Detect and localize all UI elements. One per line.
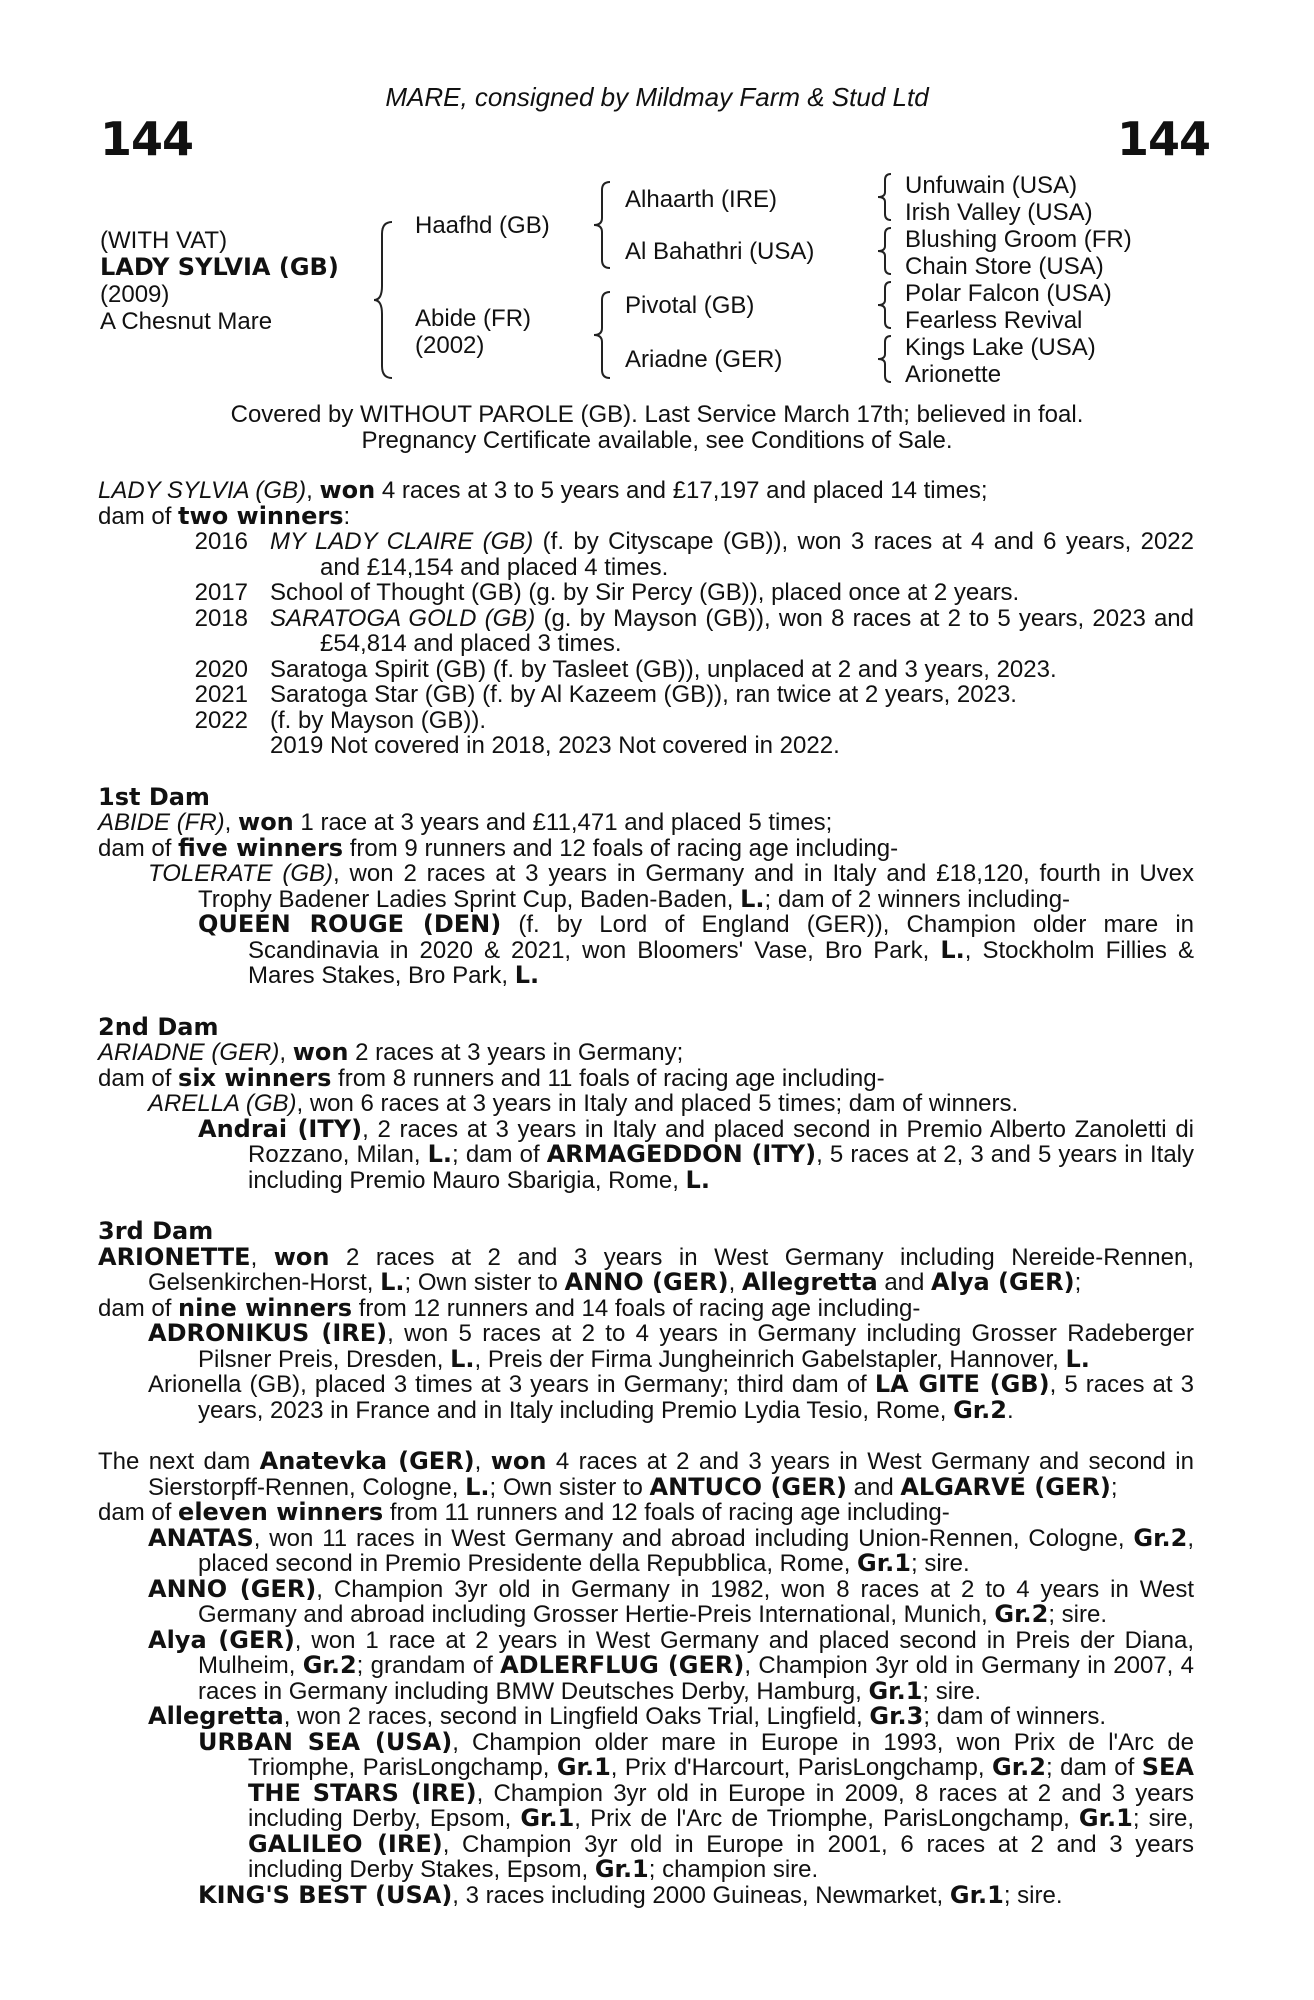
dam2-name: ARIADNE (GER) — [98, 1039, 280, 1066]
galileo-group: Gr.1 — [594, 1855, 649, 1883]
adronikus-mid: , Preis der Firma Jungheinrich Gabelstapler, Hannover, — [474, 1345, 1066, 1373]
allegretta-group: Gr.3 — [869, 1702, 924, 1730]
consignment-line: MARE, consigned by Mildmay Farm & Stud Ltd — [385, 82, 929, 112]
ped-ssd: Irish Valley (USA) — [905, 199, 1093, 226]
produce-text — [270, 708, 1194, 734]
anno-group: Gr.2 — [994, 1600, 1049, 1628]
dam3-intro: ARIONETTE, won 2 races at 2 and 3 years in West Germany including Nereide-Rennen, Gelsenkirchen-Horst, L.; Own sister to ANNO (GER), Allegretta and Alya (GER); — [98, 1242, 1194, 1296]
pedigree-brace-3c — [875, 280, 895, 330]
dam3-comma: , — [728, 1269, 742, 1296]
next-won: won — [490, 1447, 547, 1475]
anno-rest: , Champion 3yr old in Germany in 1982, won 8 races at 2 to 4 years in West Germany and abroad including Grosser Hertie-Preis International, Munich, — [198, 1575, 1194, 1628]
urban-sea-mid: , Prix d'Harcourt, ParisLongchamp, — [610, 1754, 993, 1781]
la-gite-group: Gr.2 — [953, 1395, 1007, 1424]
subject-year: (2009) — [100, 281, 170, 308]
dam2-heading: 2nd Dam — [98, 1012, 219, 1041]
produce-text — [270, 529, 1194, 580]
dam2-rest: 2 races at 3 years in Germany; — [348, 1039, 684, 1066]
next-rest: 4 races at 2 and 3 years in West Germany and second in Sierstorpff-Rennen, Cologne, — [148, 1448, 1194, 1501]
dam3-damof — [98, 1293, 1194, 1322]
allegretta-rest: , won 2 races, second in Lingfield Oaks Trial, Lingfield, — [283, 1703, 870, 1730]
produce-damof — [98, 501, 1194, 530]
allegretta-name: Allegretta — [148, 1702, 284, 1730]
dam1-rest: 1 race at 3 years and £11,471 and placed 5 times; — [293, 809, 833, 836]
dam-sire: Pivotal (GB) — [625, 292, 755, 319]
produce-year: 2020 — [194, 655, 248, 683]
queen-rouge-listed2: L. — [514, 961, 540, 989]
produce-foal-name: School of Thought (GB) — [270, 579, 522, 606]
adronikus-rest: , won 5 races at 2 to 4 years in Germany including Grosser Radeberger Pilsner Preis, Dresden, — [198, 1320, 1194, 1373]
catalogue-body — [98, 478, 1194, 1908]
produce-row — [98, 529, 1194, 580]
urban-sea-group1: Gr.1 — [556, 1753, 611, 1781]
produce-damof-end: : — [343, 502, 351, 530]
produce-text — [270, 657, 1194, 683]
dam3-sibling2: Allegretta — [741, 1268, 878, 1296]
arella-name: ARELLA (GB) — [148, 1090, 297, 1117]
urban-sea-name: URBAN SEA (USA) — [198, 1727, 453, 1756]
produce-text — [270, 606, 1194, 657]
ped-gen3-a — [905, 172, 1093, 226]
sea-the-stars-name: SEA THE STARS (IRE) — [248, 1753, 1194, 1807]
armageddon-listed: L. — [685, 1165, 710, 1194]
produce-foal-details: (f. by Al Kazeem (GB)), ran twice at 2 years, 2023. — [475, 681, 1017, 708]
pedigree-brace-dam — [590, 290, 614, 380]
la-gite-rest: , 5 races at 3 years, 2023 in France and in Italy including Premio Lydia Tesio, Rome, — [198, 1371, 1194, 1424]
produce-text — [270, 682, 1194, 708]
dam3-arionella — [98, 1372, 1194, 1423]
next-damof-label: dam of — [98, 1499, 179, 1526]
ped-gen3-c — [905, 280, 1112, 334]
produce-intro-name: LADY SYLVIA (GB) — [98, 477, 307, 504]
next-alya — [98, 1625, 1195, 1705]
dam2-damof-bold: six winners — [178, 1063, 332, 1092]
dam3-heading: 3rd Dam — [98, 1217, 214, 1245]
queen-rouge-rest: (f. by Lord of England (GER)), Champion older mare in Scandinavia in 2020 & 2021, won Bloomers' Vase, Bro Park, — [248, 911, 1195, 964]
dam3-won: won — [273, 1242, 330, 1271]
dam3-damof-label: dam of — [98, 1294, 179, 1322]
sea-the-stars-end: ; sire, — [1132, 1805, 1194, 1832]
tolerate-name: TOLERATE (GB) — [148, 860, 334, 887]
urban-sea-damof: ; dam of — [1045, 1754, 1142, 1781]
covered-note — [0, 402, 1314, 453]
produce-foal-details: (g. by Mayson (GB)), won 8 races at 2 to 5 years, 2023 and £54,814 and placed 3 times. — [320, 604, 1195, 657]
dam3-sister: ; Own sister to — [404, 1269, 565, 1296]
sire-name: Haafhd (GB) — [415, 212, 550, 239]
arionella-text: Arionella (GB), placed 3 times at 3 years in Germany; third dam of — [148, 1371, 875, 1398]
anatas-name: ANATAS — [148, 1523, 254, 1552]
pedigree-brace-3b — [875, 226, 895, 276]
next-damof-bold: eleven winners — [178, 1498, 384, 1526]
next-intro: The next dam Anatevka (GER), won 4 races at 2 and 3 years in West Germany and second in Sierstorpff-Rennen, Cologne, L.; Own sister to ANTUCO (GER) and ALGARVE (GER); — [98, 1447, 1194, 1501]
produce-row — [98, 606, 1194, 657]
covered-line1: Covered by WITHOUT PAROLE (GB). Last Service March 17th; believed in foal. — [230, 401, 1084, 428]
next-allegretta — [98, 1704, 1194, 1730]
tolerate-listed: L. — [740, 884, 765, 913]
kings-best-name: KING'S BEST (USA) — [198, 1880, 453, 1909]
andrai-listed: L. — [427, 1140, 453, 1168]
next-intro-label: The next dam — [98, 1448, 260, 1475]
produce-damof-bold: two winners — [178, 501, 344, 530]
anatas-group: Gr.2 — [1133, 1523, 1188, 1552]
kings-best-end: ; sire. — [1003, 1881, 1063, 1909]
galileo-rest: , Champion 3yr old in Europe in 2001, 6 races at 2 and 3 years including Derby Stakes, Epsom, — [248, 1830, 1194, 1883]
produce-year: 2022 — [194, 706, 248, 734]
produce-foal-name: Saratoga Star (GB) — [270, 681, 476, 708]
produce-foal-name: SARATOGA GOLD (GB) — [270, 604, 536, 632]
andrai-rest: , 2 races at 3 years in Italy and placed second in Premio Alberto Zanoletti di Rozzano, Milan, — [248, 1115, 1194, 1168]
anno-end: ; sire. — [1048, 1601, 1108, 1628]
dam3-semi: ; — [1074, 1269, 1082, 1296]
next-anno — [98, 1574, 1194, 1628]
andrai-name: Andrai (ITY) — [198, 1114, 363, 1143]
alya-name: Alya (GER) — [148, 1625, 295, 1654]
anatas-end: ; sire. — [910, 1550, 970, 1577]
dam2-won: won — [292, 1038, 349, 1066]
urban-sea-group2: Gr.2 — [992, 1753, 1046, 1781]
dam1-damof-label: dam of — [98, 834, 179, 862]
dam3-damof-bold: nine winners — [178, 1293, 353, 1322]
dam1-intro: ABIDE (FR), won 1 race at 3 years and £11,471 and placed 5 times; — [98, 808, 833, 836]
dam1-damof-bold: five winners — [178, 833, 344, 862]
produce-note-row — [98, 733, 1194, 759]
la-gite-name: LA GITE (GB) — [874, 1370, 1050, 1398]
dam3-damof-rest: from 12 runners and 14 foals of racing age including- — [352, 1294, 921, 1322]
urban-sea-rest: , Champion older mare in Europe in 1993, won Prix de l'Arc de Triomphe, ParisLongchamp, — [248, 1728, 1194, 1781]
pedigree-brace-main — [370, 220, 400, 380]
pedigree-brace-sire — [590, 180, 614, 270]
dam1-won: won — [238, 808, 294, 836]
next-and: and — [846, 1473, 901, 1501]
subject-description: A Chesnut Mare — [100, 308, 273, 335]
produce-year: 2017 — [194, 579, 248, 606]
adronikus-listed2: L. — [1065, 1344, 1090, 1373]
anatas-rest: , won 11 races in West Germany and abroad including Union-Rennen, Cologne, — [253, 1524, 1134, 1552]
next-sibling1: ANTUCO (GER) — [649, 1472, 847, 1501]
produce-foal-details: (g. by Sir Percy (GB)), placed once at 2 years. — [521, 579, 1020, 606]
produce-note: 2019 Not covered in 2018, 2023 Not covered in 2022. — [270, 732, 840, 759]
next-sister: ; Own sister to — [489, 1473, 650, 1501]
dam-dam: Ariadne (GER) — [625, 346, 783, 373]
produce-foal-name: MY LADY CLAIRE (GB) — [270, 528, 534, 555]
produce-intro-won: won — [319, 476, 376, 504]
vat-label: (WITH VAT) — [100, 227, 228, 254]
next-listed: L. — [465, 1472, 490, 1501]
produce-row — [98, 657, 1194, 683]
lot-number-left: 144 — [100, 112, 194, 166]
sea-the-stars-group2: Gr.1 — [1078, 1804, 1133, 1832]
produce-foal-details: (f. by Cityscape (GB)), won 3 races at 4 and 6 years, 2022 and £14,154 and placed 4 times. — [320, 528, 1195, 581]
lot-number-right: 144 — [1116, 112, 1210, 166]
adronikus-name: ADRONIKUS (IRE) — [148, 1319, 388, 1347]
alya-group: Gr.2 — [302, 1651, 357, 1679]
dam1-damof-rest: from 9 runners and 12 foals of racing age including- — [343, 834, 899, 862]
dam-block — [415, 305, 531, 359]
ped-dss: Polar Falcon (USA) — [905, 280, 1112, 307]
next-sibling2: ALGARVE (GER) — [900, 1472, 1111, 1501]
produce-row — [98, 708, 1194, 734]
ped-gen3-b — [905, 226, 1132, 280]
dam2-arella — [98, 1091, 1194, 1117]
la-gite-end: . — [1007, 1396, 1014, 1424]
andrai-mid: ; dam of — [452, 1141, 547, 1168]
ped-sdd: Chain Store (USA) — [905, 253, 1104, 280]
adronikus-listed1: L. — [450, 1344, 475, 1373]
queen-rouge-name: QUEEN ROUGE (DEN) — [198, 910, 502, 938]
produce-foal-name: Saratoga Spirit (GB) — [270, 655, 487, 683]
anno-name: ANNO (GER) — [148, 1574, 317, 1603]
next-damof — [98, 1500, 1194, 1526]
produce-foal-details: (f. by Tasleet (GB)), unplaced at 2 and 3 years, 2023. — [486, 655, 1057, 683]
next-anatas — [98, 1523, 1194, 1577]
kings-best-rest: , 3 races including 2000 Guineas, Newmarket, — [452, 1881, 950, 1909]
produce-intro: LADY SYLVIA (GB), won 4 races at 3 to 5 years and £17,197 and placed 14 times; — [98, 476, 988, 504]
adlerflug-name: ADLERFLUG (GER) — [500, 1651, 745, 1679]
subject-name: LADY SYLVIA (GB) — [100, 253, 339, 281]
alya-rest: , won 1 race at 2 years in West Germany and placed second in Preis der Diana, Mulheim, — [198, 1626, 1194, 1679]
dam2-damof-label: dam of — [98, 1064, 179, 1092]
dam1-damof — [98, 833, 1194, 862]
queen-rouge-mid: , Stockholm Fillies & Mares Stakes, Bro Park, — [248, 936, 1194, 989]
sire-sire: Alhaarth (IRE) — [625, 186, 778, 213]
produce-row — [98, 682, 1194, 708]
dam3-sibling1: ANNO (GER) — [564, 1268, 729, 1296]
sea-the-stars-rest: , Champion 3yr old in Europe in 2009, 8 races at 2 and 3 years including Derby, Epsom, — [248, 1779, 1194, 1832]
dam2-damof-rest: from 8 runners and 11 foals of racing age including- — [331, 1064, 885, 1092]
anatas-mid: , placed second in Premio Presidente della Repubblica, Rome, — [198, 1524, 1194, 1577]
produce-intro-rest: 4 races at 3 to 5 years and £17,197 and placed 14 times; — [375, 477, 988, 504]
queen-rouge-listed1: L. — [940, 935, 965, 964]
produce-row — [98, 580, 1194, 606]
tolerate-rest: , won 2 races at 3 years in Germany and in Italy and £18,120, fourth in Uvex Trophy Badener Ladies Sprint Cup, Baden-Baden, — [198, 860, 1194, 913]
dam3-listed: L. — [380, 1268, 405, 1296]
produce-foal-details: (f. by Mayson (GB)). — [270, 706, 487, 734]
dam3-name: ARIONETTE — [98, 1242, 251, 1271]
covered-line2: Pregnancy Certificate available, see Conditions of Sale. — [361, 426, 953, 454]
next-semi: ; — [1110, 1473, 1118, 1501]
allegretta-end: ; dam of winners. — [923, 1703, 1107, 1730]
ped-gen3-d — [905, 334, 1096, 388]
next-damof-rest: from 11 runners and 12 foals of racing age including- — [383, 1499, 950, 1526]
sire-dam: Al Bahathri (USA) — [625, 238, 815, 265]
adlerflug-rest: , Champion 3yr old in Germany in 2007, 4 races in Germany including BMW Deutsches Derby, Hamburg, — [198, 1652, 1195, 1705]
next-kings-best — [98, 1880, 1194, 1909]
ped-sds: Blushing Groom (FR) — [905, 226, 1132, 253]
armageddon-rest: , 5 races at 2, 3 and 5 years in Italy including Premio Mauro Sbarigia, Rome, — [248, 1141, 1194, 1194]
produce-year: 2018 — [194, 604, 248, 632]
ped-ddd: Arionette — [905, 361, 1002, 388]
sea-the-stars-group1: Gr.1 — [520, 1804, 575, 1832]
tolerate-end: ; dam of 2 winners including- — [764, 885, 1071, 913]
adlerflug-end: ; sire. — [922, 1677, 982, 1705]
dam-year: (2002) — [415, 332, 485, 359]
pedigree-brace-3d — [875, 334, 895, 384]
produce-list — [98, 529, 1194, 733]
next-name: Anatevka (GER) — [259, 1447, 475, 1475]
dam1-name: ABIDE (FR) — [98, 809, 225, 836]
pedigree-brace-3a — [875, 172, 895, 222]
produce-text — [270, 580, 1194, 606]
subject-block — [100, 227, 339, 335]
ped-dds: Kings Lake (USA) — [905, 334, 1096, 361]
produce-year: 2021 — [194, 681, 248, 708]
dam3-and: and — [877, 1269, 932, 1296]
dam1-heading: 1st Dam — [98, 782, 210, 811]
arella-rest: , won 6 races at 3 years in Italy and placed 5 times; dam of winners. — [296, 1090, 1019, 1117]
sea-the-stars-mid: , Prix de l'Arc de Triomphe, ParisLongchamp, — [574, 1805, 1079, 1832]
dam3-rest: 2 races at 2 and 3 years in West Germany including Nereide-Rennen, Gelsenkirchen-Horst, — [148, 1243, 1194, 1296]
dam2-damof — [98, 1063, 1194, 1092]
dam1-queen-rouge — [98, 912, 1194, 989]
adlerflug-group: Gr.1 — [868, 1676, 923, 1705]
produce-damof-label: dam of — [98, 502, 179, 530]
produce-year: 2016 — [194, 528, 248, 555]
galileo-end: ; champion sire. — [648, 1856, 819, 1883]
dam3-sibling3: Alya (GER) — [931, 1268, 1075, 1296]
galileo-name: GALILEO (IRE) — [248, 1829, 443, 1858]
next-urban-sea — [98, 1727, 1194, 1883]
ped-sss: Unfuwain (USA) — [905, 172, 1078, 199]
armageddon-name: ARMAGEDDON (ITY) — [546, 1140, 817, 1168]
dam2-intro: ARIADNE (GER), won 2 races at 3 years in Germany; — [98, 1038, 684, 1066]
dam-name: Abide (FR) — [415, 305, 532, 332]
dam2-andrai — [98, 1114, 1194, 1194]
alya-mid: ; grandam of — [356, 1652, 501, 1679]
dam3-adronikus — [98, 1321, 1194, 1372]
kings-best-group: Gr.1 — [949, 1880, 1004, 1909]
anatas-group1: Gr.1 — [857, 1549, 911, 1577]
dam1-tolerate — [98, 861, 1194, 912]
ped-dsd: Fearless Revival — [905, 307, 1083, 334]
